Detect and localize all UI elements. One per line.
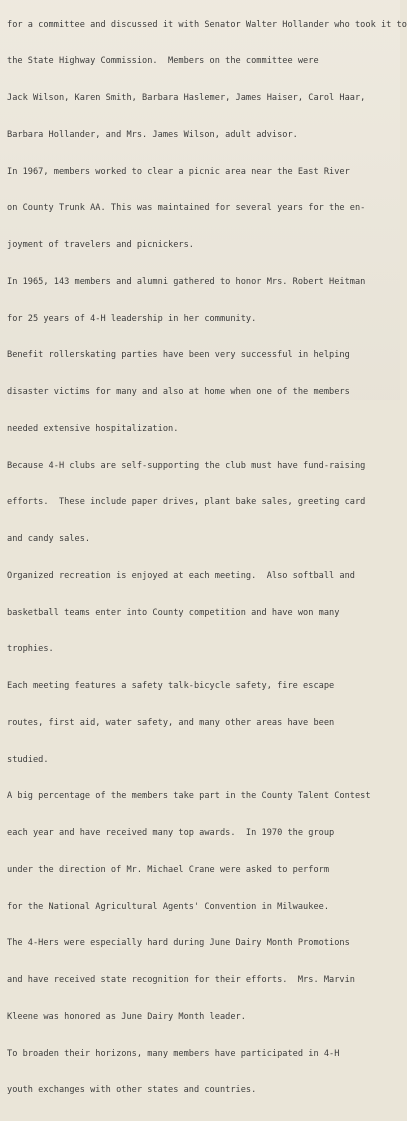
text-line: In 1965, 143 members and alumni gathered to honor Mrs. Robert Heitman <box>7 276 366 287</box>
text-line: needed extensive hospitalization. <box>7 423 179 434</box>
text-line: each year and have received many top awards. In 1970 the group <box>7 828 335 838</box>
text-line: The 4-Hers were especially hard during June Dairy Month Promotions <box>7 938 350 949</box>
text-line: the State Highway Commission. Members on the committee were <box>7 56 319 67</box>
text-line: Each meeting features a safety talk-bicycle safety, fire escape <box>7 681 335 691</box>
text-line: To broaden their horizons, many members have participated in 4-H <box>7 1048 340 1059</box>
text-line: for a committee and discussed it with Senator Walter Hollander who took it to <box>7 19 407 30</box>
text-line: and have received state recognition for their efforts. Mrs. Marvin <box>7 975 355 985</box>
text-line: under the direction of Mr. Michael Crane were asked to perform <box>7 864 330 875</box>
text-line: efforts. These include paper drives, plant bake sales, greeting card <box>7 497 366 508</box>
text-line: studied. <box>7 754 49 765</box>
document-body <box>7 0 407 1121</box>
text-line: Barbara Hollander, and Mrs. James Wilson, adult advisor. <box>7 129 298 140</box>
text-line: for 25 years of 4-H leadership in her community. <box>7 313 257 324</box>
text-line: and candy sales. <box>7 534 91 544</box>
text-line: youth exchanges with other states and countries. <box>7 1085 257 1096</box>
text-line: Jack Wilson, Karen Smith, Barbara Haslemer, James Haiser, Carol Haar, <box>7 93 366 103</box>
text-line: on County Trunk AA. This was maintained for several years for the en- <box>7 203 366 214</box>
text-line: Kleene was honored as June Dairy Month leader. <box>7 1011 246 1022</box>
text-line: Benefit rollerskating parties have been very successful in helping <box>7 350 350 361</box>
text-line: joyment of travelers and picnickers. <box>7 240 194 250</box>
text-line: In 1967, members worked to clear a picnic area near the East River <box>7 166 350 177</box>
text-line: Organized recreation is enjoyed at each meeting. Also softball and <box>7 570 355 581</box>
text-line: routes, first aid, water safety, and many other areas have been <box>7 717 335 728</box>
text-line: trophies. <box>7 644 54 655</box>
text-line: A big percentage of the members take part in the County Talent Contest <box>7 791 371 802</box>
text-line: Because 4-H clubs are self-supporting the club must have fund-raising <box>7 460 366 471</box>
text-line: disaster victims for many and also at home when one of the members <box>7 387 350 397</box>
text-line: basketball teams enter into County competition and have won many <box>7 607 340 618</box>
text-line: for the National Agricultural Agents' Convention in Milwaukee. <box>7 901 330 912</box>
